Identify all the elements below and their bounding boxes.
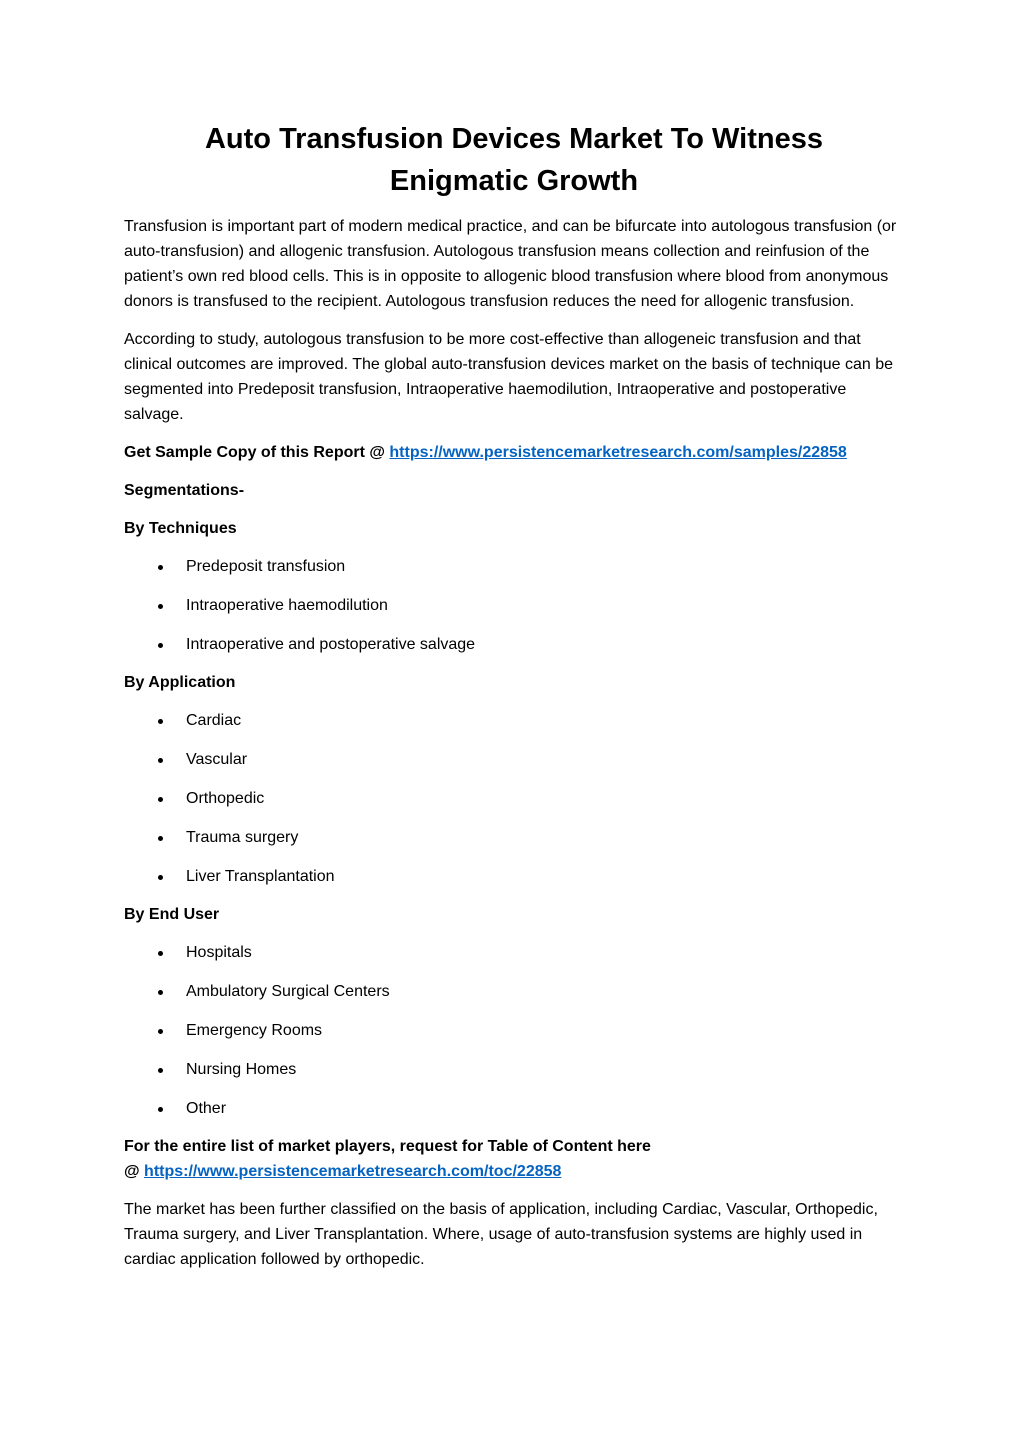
techniques-list bbox=[124, 554, 904, 657]
end-user-list bbox=[124, 940, 904, 1120]
bullet-icon bbox=[158, 719, 163, 724]
list-item bbox=[124, 1018, 904, 1043]
list-item-label: Intraoperative and postoperative salvage bbox=[186, 635, 476, 653]
closing-paragraph: The market has been further classified on the basis of application, including Cardiac, Vascular, Orthopedic, Trauma surgery, and Liver Transplantation. Where, usage of auto-transfusion systems are highly used in cardiac application followed by orthopedic. bbox=[124, 1201, 878, 1269]
bullet-icon bbox=[158, 797, 163, 802]
list-item-label: Trauma surgery bbox=[186, 828, 299, 846]
list-item-label: Other bbox=[186, 1099, 227, 1117]
list-item bbox=[124, 864, 904, 889]
bullet-icon bbox=[158, 836, 163, 841]
bullet-icon bbox=[158, 1068, 163, 1073]
toc-at-sign: @ bbox=[124, 1163, 145, 1181]
list-item bbox=[124, 708, 904, 733]
intro-paragraph: Transfusion is important part of modern medical practice, and can be bifurcate into autologous transfusion (or auto-transfusion) and allogenic transfusion. Autologous transfusion means collection and reinfusion of the patient’s own red blood cells. This is in opposite to allogenic blood transfusion where blood from anonymous donors is transfused to the recipient. Autologous transfusion reduces the need for allogenic transfusion. bbox=[124, 218, 897, 310]
application-heading: By Application bbox=[124, 674, 236, 692]
techniques-heading: By Techniques bbox=[124, 520, 237, 537]
toc-label: For the entire list of market players, request for Table of Content here bbox=[124, 1138, 651, 1156]
list-item bbox=[124, 554, 904, 579]
bullet-icon bbox=[158, 565, 163, 570]
list-item bbox=[124, 1057, 904, 1082]
sample-copy-link[interactable]: https://www.persistencemarketresearch.com/samples/22858 bbox=[389, 444, 847, 461]
list-item-label: Nursing Homes bbox=[186, 1060, 297, 1078]
list-item bbox=[124, 747, 904, 772]
bullet-icon bbox=[158, 643, 163, 648]
document-page bbox=[124, 118, 904, 1285]
bullet-icon bbox=[158, 951, 163, 956]
list-item-label: Hospitals bbox=[186, 944, 252, 962]
segmentations-heading: Segmentations- bbox=[124, 482, 245, 499]
list-item-label: Predeposit transfusion bbox=[186, 558, 346, 575]
bullet-icon bbox=[158, 604, 163, 609]
list-item bbox=[124, 940, 904, 965]
end-user-heading: By End User bbox=[124, 906, 220, 924]
list-item bbox=[124, 1096, 904, 1121]
list-item-label: Ambulatory Surgical Centers bbox=[186, 983, 390, 1001]
bullet-icon bbox=[158, 875, 163, 880]
page-title: Auto Transfusion Devices Market To Witness Enigmatic Growth bbox=[204, 123, 823, 197]
sample-copy-label: Get Sample Copy of this Report @ bbox=[124, 444, 390, 461]
list-item bbox=[124, 825, 904, 850]
list-item bbox=[124, 979, 904, 1004]
toc-link[interactable]: https://www.persistencemarketresearch.com/toc/22858 bbox=[144, 1163, 562, 1181]
bullet-icon bbox=[158, 1107, 163, 1112]
toc-line bbox=[124, 1134, 904, 1184]
list-item-label: Liver Transplantation bbox=[186, 867, 335, 885]
list-item bbox=[124, 786, 904, 811]
list-item-label: Orthopedic bbox=[186, 789, 265, 807]
list-item-label: Intraoperative haemodilution bbox=[186, 596, 388, 614]
list-item-label: Cardiac bbox=[186, 712, 242, 730]
bullet-icon bbox=[158, 1029, 163, 1034]
application-list bbox=[124, 708, 904, 888]
list-item-label: Vascular bbox=[186, 751, 248, 769]
list-item bbox=[124, 593, 904, 618]
study-paragraph: According to study, autologous transfusion to be more cost-effective than allogeneic transfusion and that clinical outcomes are improved. The global auto-transfusion devices market on the basis of technique can be segmented into Predeposit transfusion, Intraoperative haemodilution, Intraoperative and postoperative salvage. bbox=[124, 331, 894, 423]
bullet-icon bbox=[158, 990, 163, 995]
sample-copy-line bbox=[124, 440, 904, 465]
list-item bbox=[124, 632, 904, 657]
bullet-icon bbox=[158, 758, 163, 763]
list-item-label: Emergency Rooms bbox=[186, 1021, 323, 1039]
